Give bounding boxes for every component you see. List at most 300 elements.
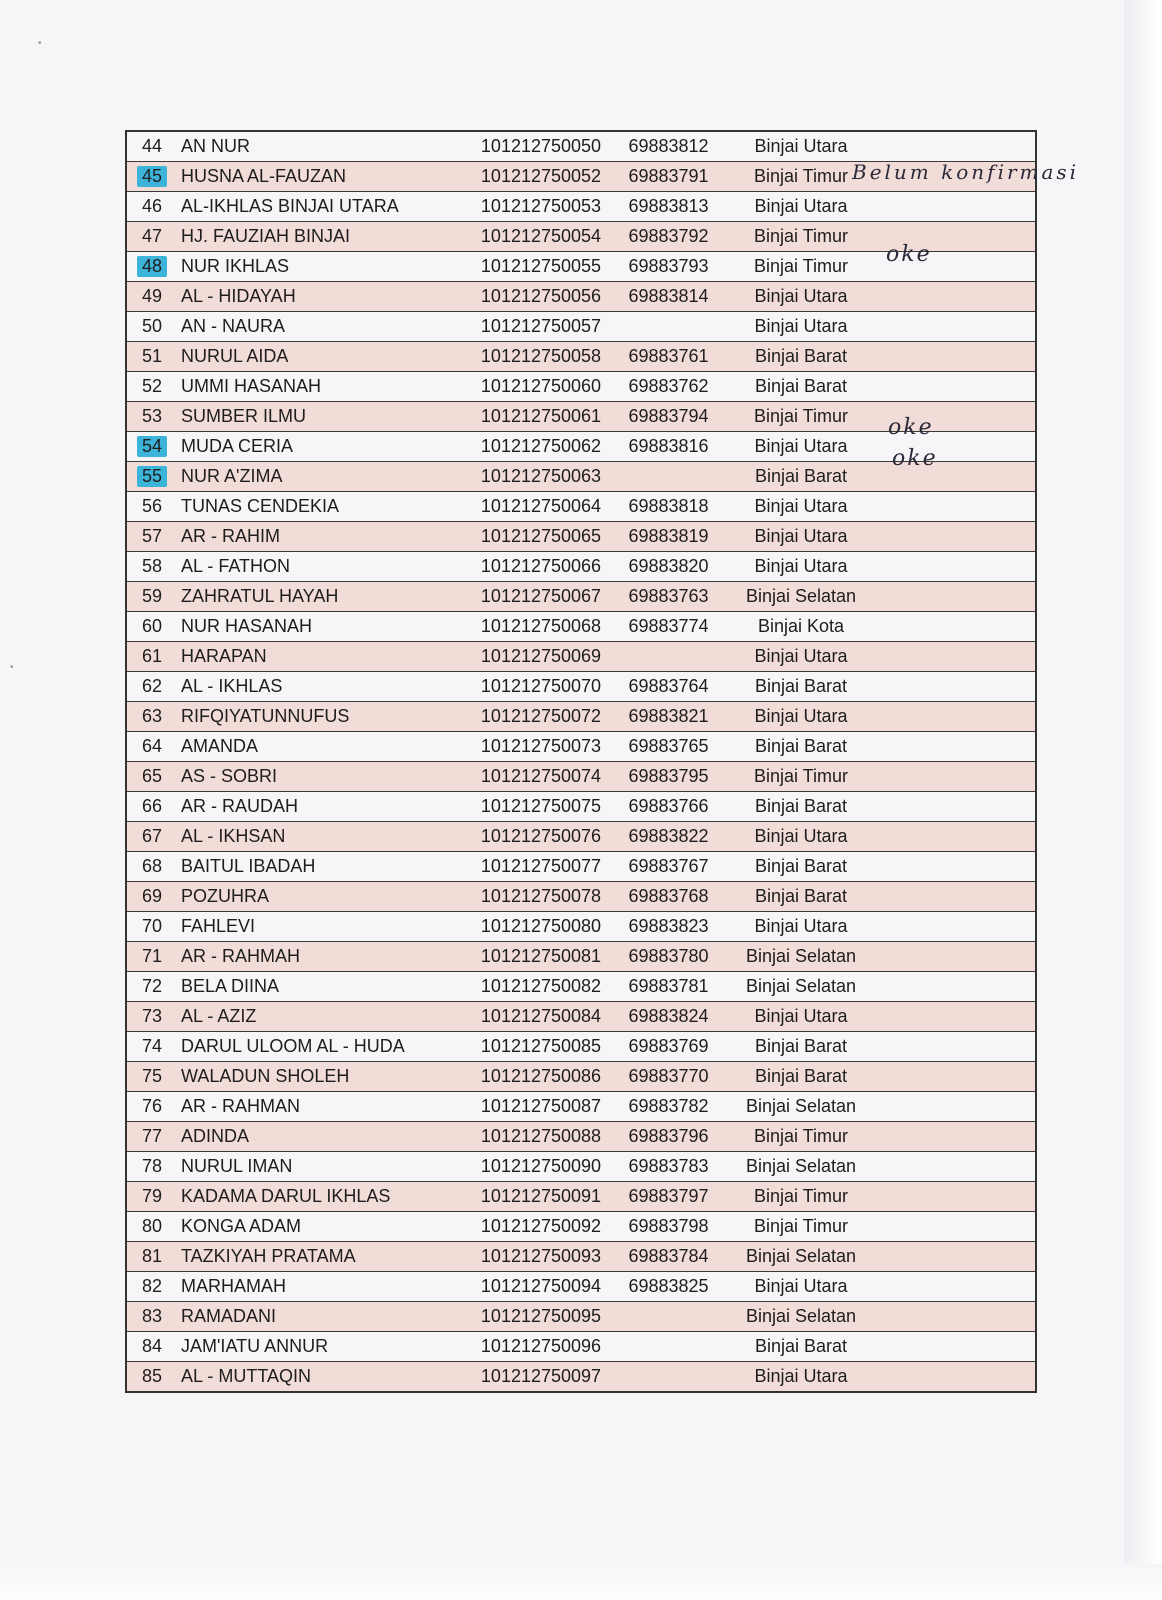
id-number-cell	[611, 642, 726, 672]
id-number-text: 69883819	[628, 526, 709, 546]
kecamatan-cell	[726, 672, 876, 702]
id-number-cell	[611, 1122, 726, 1152]
npsn-text: 101212750081	[480, 946, 602, 966]
school-name-text: AL - IKHSAN	[181, 826, 286, 846]
highlighted-row-number: 55	[137, 466, 167, 487]
school-name-text: FAHLEVI	[181, 916, 256, 936]
table-row	[126, 792, 1036, 822]
note-cell	[876, 762, 1036, 792]
school-name-text: DARUL ULOOM AL - HUDA	[181, 1036, 405, 1056]
npsn-text: 101212750055	[480, 256, 602, 276]
id-number-text: 69883824	[628, 1006, 709, 1026]
row-number-cell	[126, 672, 177, 702]
school-name-text: HJ. FAUZIAH BINJAI	[181, 226, 351, 246]
npsn-text: 101212750095	[480, 1306, 602, 1326]
id-number-text: 69883812	[628, 136, 709, 156]
school-name-cell	[177, 822, 471, 852]
npsn-text: 101212750091	[480, 1186, 602, 1206]
id-number-cell	[611, 732, 726, 762]
id-number-cell	[611, 702, 726, 732]
row-number-text: 65	[141, 766, 163, 786]
kecamatan-cell	[726, 1092, 876, 1122]
school-name-cell	[177, 912, 471, 942]
id-number-cell	[611, 522, 726, 552]
row-number-cell	[126, 612, 177, 642]
id-number-cell	[611, 1062, 726, 1092]
row-number-cell	[126, 1032, 177, 1062]
id-number-text: 69883765	[628, 736, 709, 756]
kecamatan-cell	[726, 1302, 876, 1332]
row-number-cell	[126, 1332, 177, 1362]
table-row	[126, 522, 1036, 552]
id-number-text: 69883797	[628, 1186, 709, 1206]
row-number-text: 50	[141, 316, 163, 336]
kecamatan-text: Binjai Selatan	[745, 586, 857, 606]
npsn-cell	[471, 1092, 611, 1122]
kecamatan-cell	[726, 612, 876, 642]
kecamatan-cell	[726, 372, 876, 402]
note-cell	[876, 492, 1036, 522]
school-name-text: AS - SOBRI	[181, 766, 278, 786]
school-name-text: TUNAS CENDEKIA	[181, 496, 340, 516]
kecamatan-text: Binjai Utara	[754, 916, 848, 936]
note-cell	[876, 1332, 1036, 1362]
row-number-text: 49	[141, 286, 163, 306]
school-name-text: SUMBER ILMU	[181, 406, 307, 426]
kecamatan-cell	[726, 642, 876, 672]
school-name-text: NUR HASANAH	[181, 616, 313, 636]
npsn-text: 101212750092	[480, 1216, 602, 1236]
kecamatan-text: Binjai Timur	[753, 1186, 849, 1206]
npsn-text: 101212750094	[480, 1276, 602, 1296]
npsn-text: 101212750069	[480, 646, 602, 666]
id-number-text: 69883784	[628, 1246, 709, 1266]
npsn-cell	[471, 792, 611, 822]
row-number-cell	[126, 402, 177, 432]
school-name-cell	[177, 131, 471, 162]
row-number-text: 83	[141, 1306, 163, 1326]
npsn-text: 101212750078	[480, 886, 602, 906]
npsn-cell	[471, 642, 611, 672]
npsn-cell	[471, 252, 611, 282]
row-number-text: 71	[141, 946, 163, 966]
kecamatan-cell	[726, 131, 876, 162]
table-row	[126, 1002, 1036, 1032]
npsn-cell	[471, 672, 611, 702]
id-number-text: 69883764	[628, 676, 709, 696]
npsn-cell	[471, 582, 611, 612]
table-row	[126, 1032, 1036, 1062]
note-cell	[876, 1212, 1036, 1242]
note-cell	[876, 642, 1036, 672]
npsn-text: 101212750056	[480, 286, 602, 306]
kecamatan-text: Binjai Barat	[754, 1066, 848, 1086]
row-number-cell	[126, 912, 177, 942]
kecamatan-text: Binjai Utara	[754, 1276, 848, 1296]
id-number-cell	[611, 1212, 726, 1242]
row-number-cell	[126, 222, 177, 252]
npsn-text: 101212750077	[480, 856, 602, 876]
school-name-text: AL - HIDAYAH	[181, 286, 296, 306]
id-number-cell	[611, 942, 726, 972]
npsn-cell	[471, 552, 611, 582]
paper-speck: •	[38, 38, 42, 49]
id-number-cell	[611, 612, 726, 642]
id-number-cell	[611, 672, 726, 702]
id-number-cell	[611, 162, 726, 192]
note-cell	[876, 672, 1036, 702]
highlighted-row-number: 54	[137, 436, 167, 457]
kecamatan-text: Binjai Selatan	[745, 1306, 857, 1326]
row-number-text: 72	[141, 976, 163, 996]
school-name-cell	[177, 522, 471, 552]
row-number-cell	[126, 192, 177, 222]
npsn-cell	[471, 192, 611, 222]
table-row	[126, 1092, 1036, 1122]
table-row	[126, 762, 1036, 792]
school-name-cell	[177, 1002, 471, 1032]
row-number-cell	[126, 642, 177, 672]
school-name-cell	[177, 252, 471, 282]
kecamatan-cell	[726, 312, 876, 342]
id-number-text: 69883816	[628, 436, 709, 456]
kecamatan-cell	[726, 222, 876, 252]
kecamatan-cell	[726, 732, 876, 762]
table-row	[126, 612, 1036, 642]
kecamatan-text: Binjai Barat	[754, 886, 848, 906]
npsn-text: 101212750073	[480, 736, 602, 756]
school-name-text: RAMADANI	[181, 1306, 277, 1326]
school-name-cell	[177, 1302, 471, 1332]
school-name-text: NURUL IMAN	[181, 1156, 293, 1176]
note-cell	[876, 1152, 1036, 1182]
npsn-cell	[471, 1032, 611, 1062]
id-number-text: 69883791	[628, 166, 709, 186]
kecamatan-cell	[726, 252, 876, 282]
npsn-text: 101212750061	[480, 406, 602, 426]
id-number-cell	[611, 912, 726, 942]
npsn-cell	[471, 492, 611, 522]
school-name-text: AR - RAHMAH	[181, 946, 301, 966]
school-name-cell	[177, 1242, 471, 1272]
id-number-text: 69883774	[628, 616, 709, 636]
npsn-text: 101212750087	[480, 1096, 602, 1116]
npsn-text: 101212750093	[480, 1246, 602, 1266]
school-name-text: AN - NAURA	[181, 316, 286, 336]
id-number-text: 69883770	[628, 1066, 709, 1086]
table-row	[126, 912, 1036, 942]
school-name-text: KONGA ADAM	[181, 1216, 302, 1236]
school-name-text: AR - RAHMAN	[181, 1096, 301, 1116]
school-name-text: NUR A'ZIMA	[181, 466, 283, 486]
school-name-cell	[177, 312, 471, 342]
row-number-text: 63	[141, 706, 163, 726]
table-row	[126, 1122, 1036, 1152]
id-number-cell	[611, 312, 726, 342]
kecamatan-text: Binjai Utara	[754, 436, 848, 456]
school-name-text: AMANDA	[181, 736, 259, 756]
id-number-text: 69883761	[628, 346, 709, 366]
row-number-cell	[126, 492, 177, 522]
school-name-cell	[177, 462, 471, 492]
kecamatan-cell	[726, 1002, 876, 1032]
id-number-cell	[611, 552, 726, 582]
school-name-text: AL - IKHLAS	[181, 676, 283, 696]
npsn-cell	[471, 222, 611, 252]
note-cell	[876, 972, 1036, 1002]
kecamatan-cell	[726, 1122, 876, 1152]
npsn-cell	[471, 702, 611, 732]
row-number-text: 61	[141, 646, 163, 666]
id-number-text: 69883821	[628, 706, 709, 726]
row-number-text: 46	[141, 196, 163, 216]
npsn-cell	[471, 612, 611, 642]
row-number-cell	[126, 162, 177, 192]
note-cell	[876, 702, 1036, 732]
table-row	[126, 822, 1036, 852]
npsn-cell	[471, 432, 611, 462]
paper-bottom-edge	[0, 1564, 1162, 1600]
id-number-text: 69883780	[628, 946, 709, 966]
note-cell	[876, 732, 1036, 762]
table-row	[126, 1332, 1036, 1362]
kecamatan-cell	[726, 1212, 876, 1242]
npsn-text: 101212750068	[480, 616, 602, 636]
kecamatan-text: Binjai Barat	[754, 1336, 848, 1356]
school-name-text: MUDA CERIA	[181, 436, 294, 456]
npsn-text: 101212750066	[480, 556, 602, 576]
row-number-text: 60	[141, 616, 163, 636]
id-number-cell	[611, 1182, 726, 1212]
row-number-text: 51	[141, 346, 163, 366]
npsn-cell	[471, 1362, 611, 1393]
note-cell	[876, 552, 1036, 582]
row-number-cell	[126, 462, 177, 492]
kecamatan-cell	[726, 822, 876, 852]
id-number-text: 69883782	[628, 1096, 709, 1116]
id-number-text: 69883823	[628, 916, 709, 936]
row-number-cell	[126, 1302, 177, 1332]
table-row	[126, 1212, 1036, 1242]
school-name-cell	[177, 1182, 471, 1212]
note-cell	[876, 1242, 1036, 1272]
id-number-text: 69883781	[628, 976, 709, 996]
id-number-text: 69883793	[628, 256, 709, 276]
npsn-text: 101212750065	[480, 526, 602, 546]
row-number-cell	[126, 1242, 177, 1272]
kecamatan-cell	[726, 1272, 876, 1302]
row-number-text: 67	[141, 826, 163, 846]
id-number-text: 69883825	[628, 1276, 709, 1296]
id-number-cell	[611, 822, 726, 852]
npsn-cell	[471, 372, 611, 402]
kecamatan-cell	[726, 192, 876, 222]
table-body	[126, 131, 1036, 1392]
id-number-cell	[611, 372, 726, 402]
kecamatan-text: Binjai Barat	[754, 466, 848, 486]
kecamatan-text: Binjai Timur	[753, 256, 849, 276]
kecamatan-text: Binjai Selatan	[745, 976, 857, 996]
id-number-cell	[611, 131, 726, 162]
kecamatan-text: Binjai Timur	[753, 406, 849, 426]
kecamatan-text: Binjai Selatan	[745, 1096, 857, 1116]
school-name-text: ADINDA	[181, 1126, 250, 1146]
id-number-cell	[611, 1362, 726, 1393]
row-number-text: 70	[141, 916, 163, 936]
note-cell	[876, 1062, 1036, 1092]
handwritten-note-row-45: Belum konfirmasi	[852, 160, 1080, 184]
kecamatan-text: Binjai Barat	[754, 346, 848, 366]
npsn-text: 101212750063	[480, 466, 602, 486]
kecamatan-text: Binjai Selatan	[745, 1246, 857, 1266]
kecamatan-text: Binjai Barat	[754, 736, 848, 756]
school-name-text: AR - RAHIM	[181, 526, 280, 546]
id-number-text: 69883762	[628, 376, 709, 396]
school-name-text: BELA DIINA	[181, 976, 280, 996]
kecamatan-text: Binjai Barat	[754, 676, 848, 696]
kecamatan-text: Binjai Utara	[754, 706, 848, 726]
school-name-text: AL - MUTTAQIN	[181, 1366, 311, 1386]
row-number-text: 80	[141, 1216, 163, 1236]
id-number-cell	[611, 972, 726, 1002]
kecamatan-cell	[726, 1182, 876, 1212]
school-name-cell	[177, 1152, 471, 1182]
school-name-text: ZAHRATUL HAYAH	[181, 586, 339, 606]
highlighted-row-number: 48	[137, 256, 167, 277]
id-number-cell	[611, 252, 726, 282]
school-name-cell	[177, 282, 471, 312]
school-name-text: NUR IKHLAS	[181, 256, 290, 276]
id-number-text: 69883813	[628, 196, 709, 216]
npsn-text: 101212750054	[480, 226, 602, 246]
row-number-text: 44	[141, 136, 163, 156]
id-number-cell	[611, 402, 726, 432]
note-cell	[876, 342, 1036, 372]
handwritten-note-row-54: oke	[888, 415, 934, 440]
row-number-cell	[126, 1212, 177, 1242]
row-number-cell	[126, 582, 177, 612]
paper-right-edge	[1124, 0, 1162, 1600]
row-number-text: 78	[141, 1156, 163, 1176]
npsn-text: 101212750053	[480, 196, 602, 216]
table-row	[126, 1272, 1036, 1302]
npsn-text: 101212750075	[480, 796, 602, 816]
npsn-text: 101212750090	[480, 1156, 602, 1176]
npsn-cell	[471, 131, 611, 162]
table-row	[126, 942, 1036, 972]
npsn-cell	[471, 1122, 611, 1152]
id-number-text: 69883766	[628, 796, 709, 816]
school-name-text: MARHAMAH	[181, 1276, 287, 1296]
kecamatan-cell	[726, 462, 876, 492]
npsn-text: 101212750074	[480, 766, 602, 786]
kecamatan-text: Binjai Selatan	[745, 946, 857, 966]
school-name-cell	[177, 582, 471, 612]
school-name-cell	[177, 672, 471, 702]
note-cell	[876, 1122, 1036, 1152]
table-row	[126, 972, 1036, 1002]
school-name-cell	[177, 222, 471, 252]
school-name-text: HARAPAN	[181, 646, 267, 666]
id-number-cell	[611, 222, 726, 252]
school-name-cell	[177, 1272, 471, 1302]
npsn-cell	[471, 1182, 611, 1212]
id-number-cell	[611, 192, 726, 222]
npsn-text: 101212750052	[480, 166, 602, 186]
id-number-cell	[611, 582, 726, 612]
id-number-text: 69883822	[628, 826, 709, 846]
school-name-cell	[177, 1332, 471, 1362]
table-row	[126, 1302, 1036, 1332]
table-row	[126, 1182, 1036, 1212]
row-number-text: 53	[141, 406, 163, 426]
kecamatan-cell	[726, 402, 876, 432]
table-row	[126, 552, 1036, 582]
id-number-cell	[611, 342, 726, 372]
note-cell	[876, 522, 1036, 552]
kecamatan-cell	[726, 792, 876, 822]
note-cell	[876, 312, 1036, 342]
id-number-cell	[611, 882, 726, 912]
school-name-text: AN NUR	[181, 136, 251, 156]
kecamatan-text: Binjai Utara	[754, 316, 848, 336]
npsn-cell	[471, 732, 611, 762]
id-number-text: 69883768	[628, 886, 709, 906]
id-number-text: 69883767	[628, 856, 709, 876]
kecamatan-text: Binjai Utara	[754, 286, 848, 306]
npsn-cell	[471, 1152, 611, 1182]
npsn-cell	[471, 282, 611, 312]
school-name-cell	[177, 612, 471, 642]
row-number-cell	[126, 372, 177, 402]
school-name-cell	[177, 762, 471, 792]
npsn-cell	[471, 1302, 611, 1332]
kecamatan-text: Binjai Barat	[754, 856, 848, 876]
id-number-cell	[611, 1032, 726, 1062]
npsn-text: 101212750097	[480, 1366, 602, 1386]
school-name-text: AL - AZIZ	[181, 1006, 257, 1026]
table-row	[126, 282, 1036, 312]
id-number-cell	[611, 792, 726, 822]
id-number-text: 69883794	[628, 406, 709, 426]
table-row	[126, 492, 1036, 522]
table-row	[126, 1062, 1036, 1092]
id-number-text: 69883763	[628, 586, 709, 606]
table-row	[126, 672, 1036, 702]
table-row	[126, 1242, 1036, 1272]
kecamatan-cell	[726, 432, 876, 462]
row-number-cell	[126, 1272, 177, 1302]
school-name-cell	[177, 1032, 471, 1062]
npsn-cell	[471, 162, 611, 192]
row-number-text: 77	[141, 1126, 163, 1146]
npsn-cell	[471, 1062, 611, 1092]
note-cell	[876, 792, 1036, 822]
npsn-text: 101212750082	[480, 976, 602, 996]
kecamatan-text: Binjai Utara	[754, 526, 848, 546]
row-number-cell	[126, 312, 177, 342]
school-name-cell	[177, 1122, 471, 1152]
paper-speck: •	[10, 662, 14, 673]
table-row	[126, 852, 1036, 882]
table-row	[126, 582, 1036, 612]
school-name-cell	[177, 882, 471, 912]
school-name-cell	[177, 1092, 471, 1122]
row-number-text: 74	[141, 1036, 163, 1056]
row-number-cell	[126, 552, 177, 582]
table-row	[126, 372, 1036, 402]
npsn-cell	[471, 852, 611, 882]
